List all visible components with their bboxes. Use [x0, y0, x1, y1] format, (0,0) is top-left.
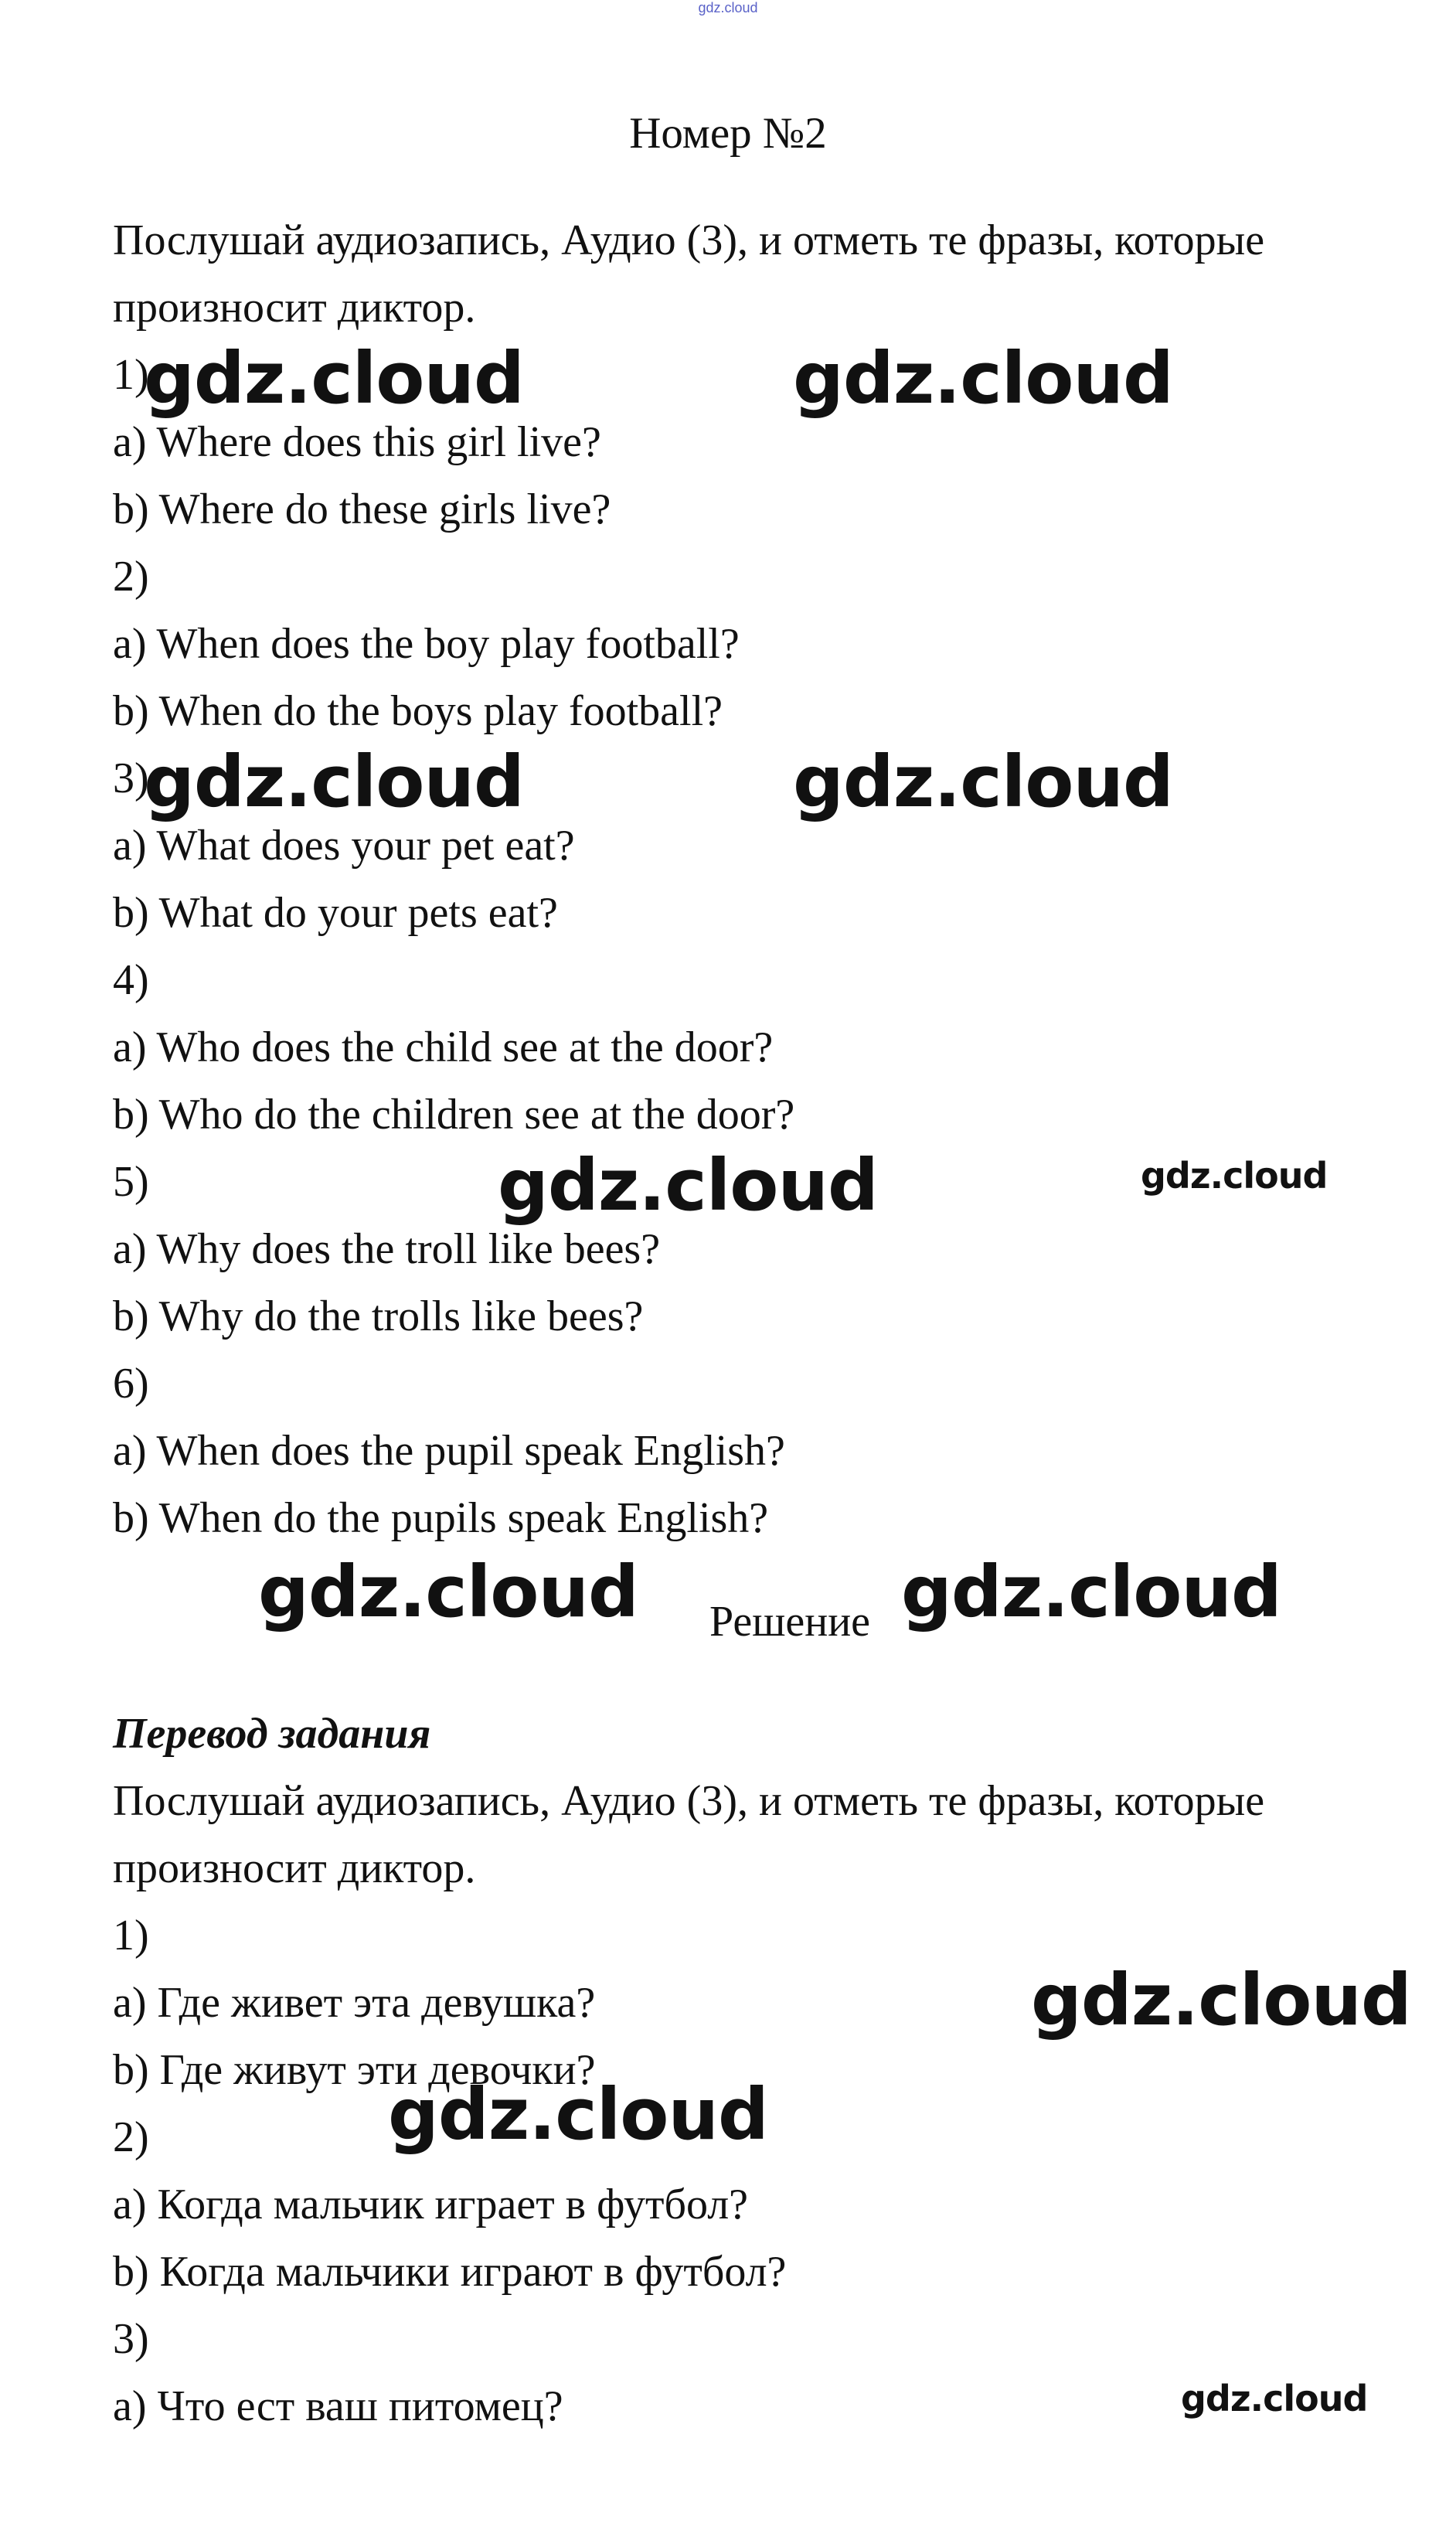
list-item: 6)	[113, 1360, 149, 1408]
list-item: b) Who do the children see at the door?	[113, 1091, 795, 1139]
list-item: b) Where do these girls live?	[113, 485, 611, 533]
translation-heading: Перевод задания	[113, 1710, 431, 1758]
list-item: a) When does the pupil speak English?	[113, 1427, 785, 1475]
list-item: a) Что ест ваш питомец?	[113, 2382, 563, 2430]
list-item: 4)	[113, 956, 149, 1004]
watermark: gdz.cloud	[258, 1551, 638, 1633]
list-item: 5)	[113, 1158, 149, 1206]
solution-label: Решение	[709, 1598, 871, 1646]
list-item: a) Where does this girl live?	[113, 418, 601, 466]
translation-section	[113, 1701, 1368, 2440]
watermark: gdz.cloud	[144, 741, 524, 823]
list-item: 1)	[113, 1912, 149, 1959]
list-item: b) Когда мальчики играют в футбол?	[113, 2248, 787, 2296]
watermark: gdz.cloud	[1181, 2378, 1368, 2419]
watermark: gdz.cloud	[793, 337, 1173, 420]
list-item: a) Why does the troll like bees?	[113, 1225, 661, 1273]
list-item: a) Где живет эта девушка?	[113, 1979, 596, 2027]
translation-instruction: Послушай аудиозапись, Аудио (3), и отметь те фразы, которые произносит диктор.	[113, 1777, 1265, 1892]
list-item: b) When do the pupils speak English?	[113, 1494, 769, 1542]
list-item: a) Who does the child see at the door?	[113, 1023, 774, 1071]
watermark: gdz.cloud	[793, 741, 1173, 823]
page-title: Номер №2	[629, 109, 827, 158]
list-item: b) Why do the trolls like bees?	[113, 1292, 644, 1340]
list-item: a) What does your pet eat?	[113, 822, 575, 870]
watermark: gdz.cloud	[1141, 1155, 1328, 1197]
watermark: gdz.cloud	[144, 337, 524, 420]
task-instruction: Послушай аудиозапись, Аудио (3), и отметь те фразы, которые произносит диктор.	[113, 216, 1265, 332]
watermark: gdz.cloud	[498, 1144, 878, 1227]
watermark: gdz.cloud	[388, 2073, 768, 2156]
list-item: b) What do your pets eat?	[113, 889, 558, 937]
watermark: gdz.cloud	[1031, 1959, 1411, 2041]
list-item: 2)	[113, 2113, 149, 2161]
list-item: a) Когда мальчик играет в футбол?	[113, 2181, 749, 2228]
top-watermark: gdz.cloud	[698, 0, 758, 15]
list-item: a) When does the boy play football?	[113, 620, 740, 668]
list-item: 2)	[113, 553, 149, 601]
list-item: 3)	[113, 2315, 149, 2363]
list-item: 3)	[113, 754, 149, 802]
list-item: 1)	[113, 351, 149, 399]
watermark: gdz.cloud	[901, 1551, 1281, 1633]
list-item: b) Где живут эти девочки?	[113, 2046, 596, 2094]
list-item: b) When do the boys play football?	[113, 687, 723, 735]
